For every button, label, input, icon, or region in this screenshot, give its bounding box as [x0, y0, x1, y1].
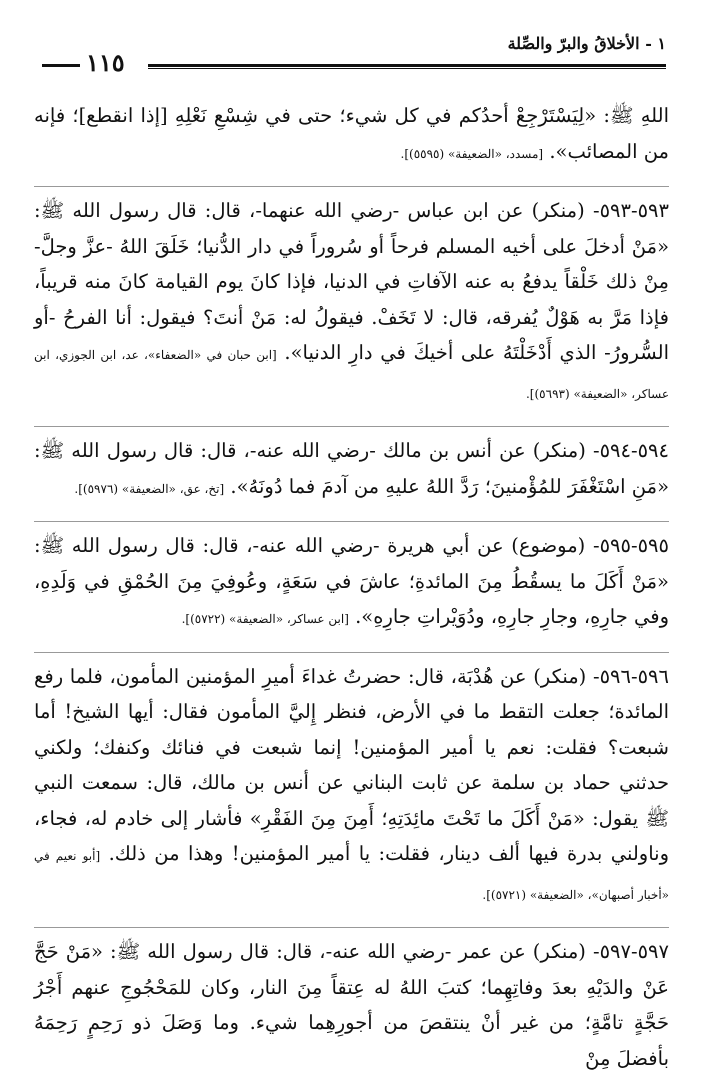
hadith-entry-595: [34, 528, 669, 638]
entry-separator: [34, 652, 669, 653]
hadith-entry-593: [34, 193, 669, 412]
entry-separator: [34, 186, 669, 187]
header-rule: [148, 64, 666, 67]
hadith-entry-594: [34, 433, 669, 507]
hadith-entry-596: [34, 659, 669, 914]
page-body: [34, 98, 669, 1079]
page-header: [36, 34, 666, 77]
hadith-text: ٥٩٤-٥٩٤- (منكر) عن أنس بن مالك -رضي الله عنه-، قال: قال رسول الله ﷺ: «مَنِ اسْتَغْفَرَ للمُؤْمنينَ؛ رَدَّ اللهُ عليهِ من آدمَ فما دُونَهُ».: [34, 439, 669, 498]
hadith-source-reference: [أبو نعيم في «أخبار أصبهان»، «الضعيفة» (٥٧٢١)].: [34, 849, 669, 902]
hadith-entry-continuation: [34, 98, 669, 172]
entry-separator: [34, 927, 669, 928]
page-number: ١١٥: [86, 48, 125, 77]
running-title: ١ - الأخلاقُ والبرّ والصِّلة: [507, 34, 666, 53]
page-number-rule: [42, 64, 80, 67]
hadith-text: ٥٩٧-٥٩٧- (منكر) عن عمر -رضي الله عنه-، قال: قال رسول الله ﷺ: «مَنْ حَجَّ عَنْ والدَيْهِ بعدَ وفاتِهِما؛ كتبَ اللهُ له عِتقاً مِنَ النار، وكان للمَحْجُوجِ عنهم أَجْرُ حَجَّةٍ تامَّةٍ؛ من غير أنْ ينتقصَ من أجورِهِما شيء. وما وَصَلَ ذو رَحِمٍ رَحِمَهُ بأفضلَ مِنْ: [34, 940, 669, 1070]
hadith-text: ٥٩٥-٥٩٥- (موضوع) عن أبي هريرة -رضي الله عنه-، قال: قال رسول الله ﷺ: «مَنْ أَكَلَ ما يسقُطُ مِنَ المائدةِ؛ عاشَ في سَعَةٍ، وعُوفِيَ مِنَ الحُمْقِ في وَلَدِهِ، وفي جارِهِ، وجارِ جارِهِ، ودُوَيْراتِ جارِهِ».: [34, 534, 669, 628]
hadith-text: ٥٩٦-٥٩٦- (منكر) عن هُدْبَة، قال: حضرتُ غداءَ أميرِ المؤمنين المأمون، فلما رفع المائدة؛ جعلت التقط ما في الأرض، فنظر إِليَّ المأمون فقال: أيها الشيخ! أما شبعت؟ فقلت: نعم يا أمير المؤمنين! إنما شبعت في فنائك وكنفك؛ ولكني حدثني حماد بن سلمة عن ثابت البناني عن أنس بن مالك، قال: سمعت النبي ﷺ يقول: «مَنْ أَكَلَ ما تَحْتَ مائِدَتِهِ؛ أَمِنَ مِنَ الفَقْرِ» فأشار إلى خادم له، فجاء، وناولني بدرة فيها ألف دينار، فقلت: يا أمير المؤمنين! وهذا من ذلك.: [34, 664, 669, 865]
entry-separator: [34, 521, 669, 522]
hadith-source-reference: [ابن حبان في «الضعفاء»، عد، ابن الجوزي، ابن عساكر، «الضعيفة» (٥٦٩٣)].: [34, 348, 669, 401]
hadith-text: ٥٩٣-٥٩٣- (منكر) عن ابن عباس -رضي الله عنهما-، قال: قال رسول الله ﷺ: «مَنْ أدخلَ على أخيه المسلم فرحاً أو سُروراً في دار الدُّنيا؛ خَلَقَ اللهُ -عزَّ وجلَّ- مِنْ ذلك خَلْقاً يدفعُ به عنه الآفاتِ في الدنيا، فإذا كانَ يوم القيامة كانَ منه قريباً، فإذا مَرَّ به هَوْلٌ يُفرقه، قال: لا تَخَفْ. فيقولُ له: مَنْ أنتَ؟ فيقول: أنا الفرحُ -أو السُّرورُ- الذي أَدْخَلْتَهُ على أخيكَ في دارِ الدنيا».: [34, 199, 670, 364]
hadith-text: اللهِ ﷺ: «لِيَسْتَرْجِعْ أحدُكم في كل شيء؛ حتى في شِسْعِ نَعْلِهِ [إذا انقطع]؛ فإنه من المصائب».: [34, 104, 669, 163]
hadith-entry-597: [34, 934, 669, 1079]
hadith-source-reference: [تخ، عق، «الضعيفة» (٥٩٧٦)].: [74, 481, 225, 496]
entry-separator: [34, 426, 669, 427]
hadith-source-reference: [ابن عساكر، «الضعيفة» (٥٧٢٢)].: [181, 612, 349, 626]
hadith-source-reference: [مسدد، «الضعيفة» (٥٥٩٥)].: [400, 146, 544, 161]
